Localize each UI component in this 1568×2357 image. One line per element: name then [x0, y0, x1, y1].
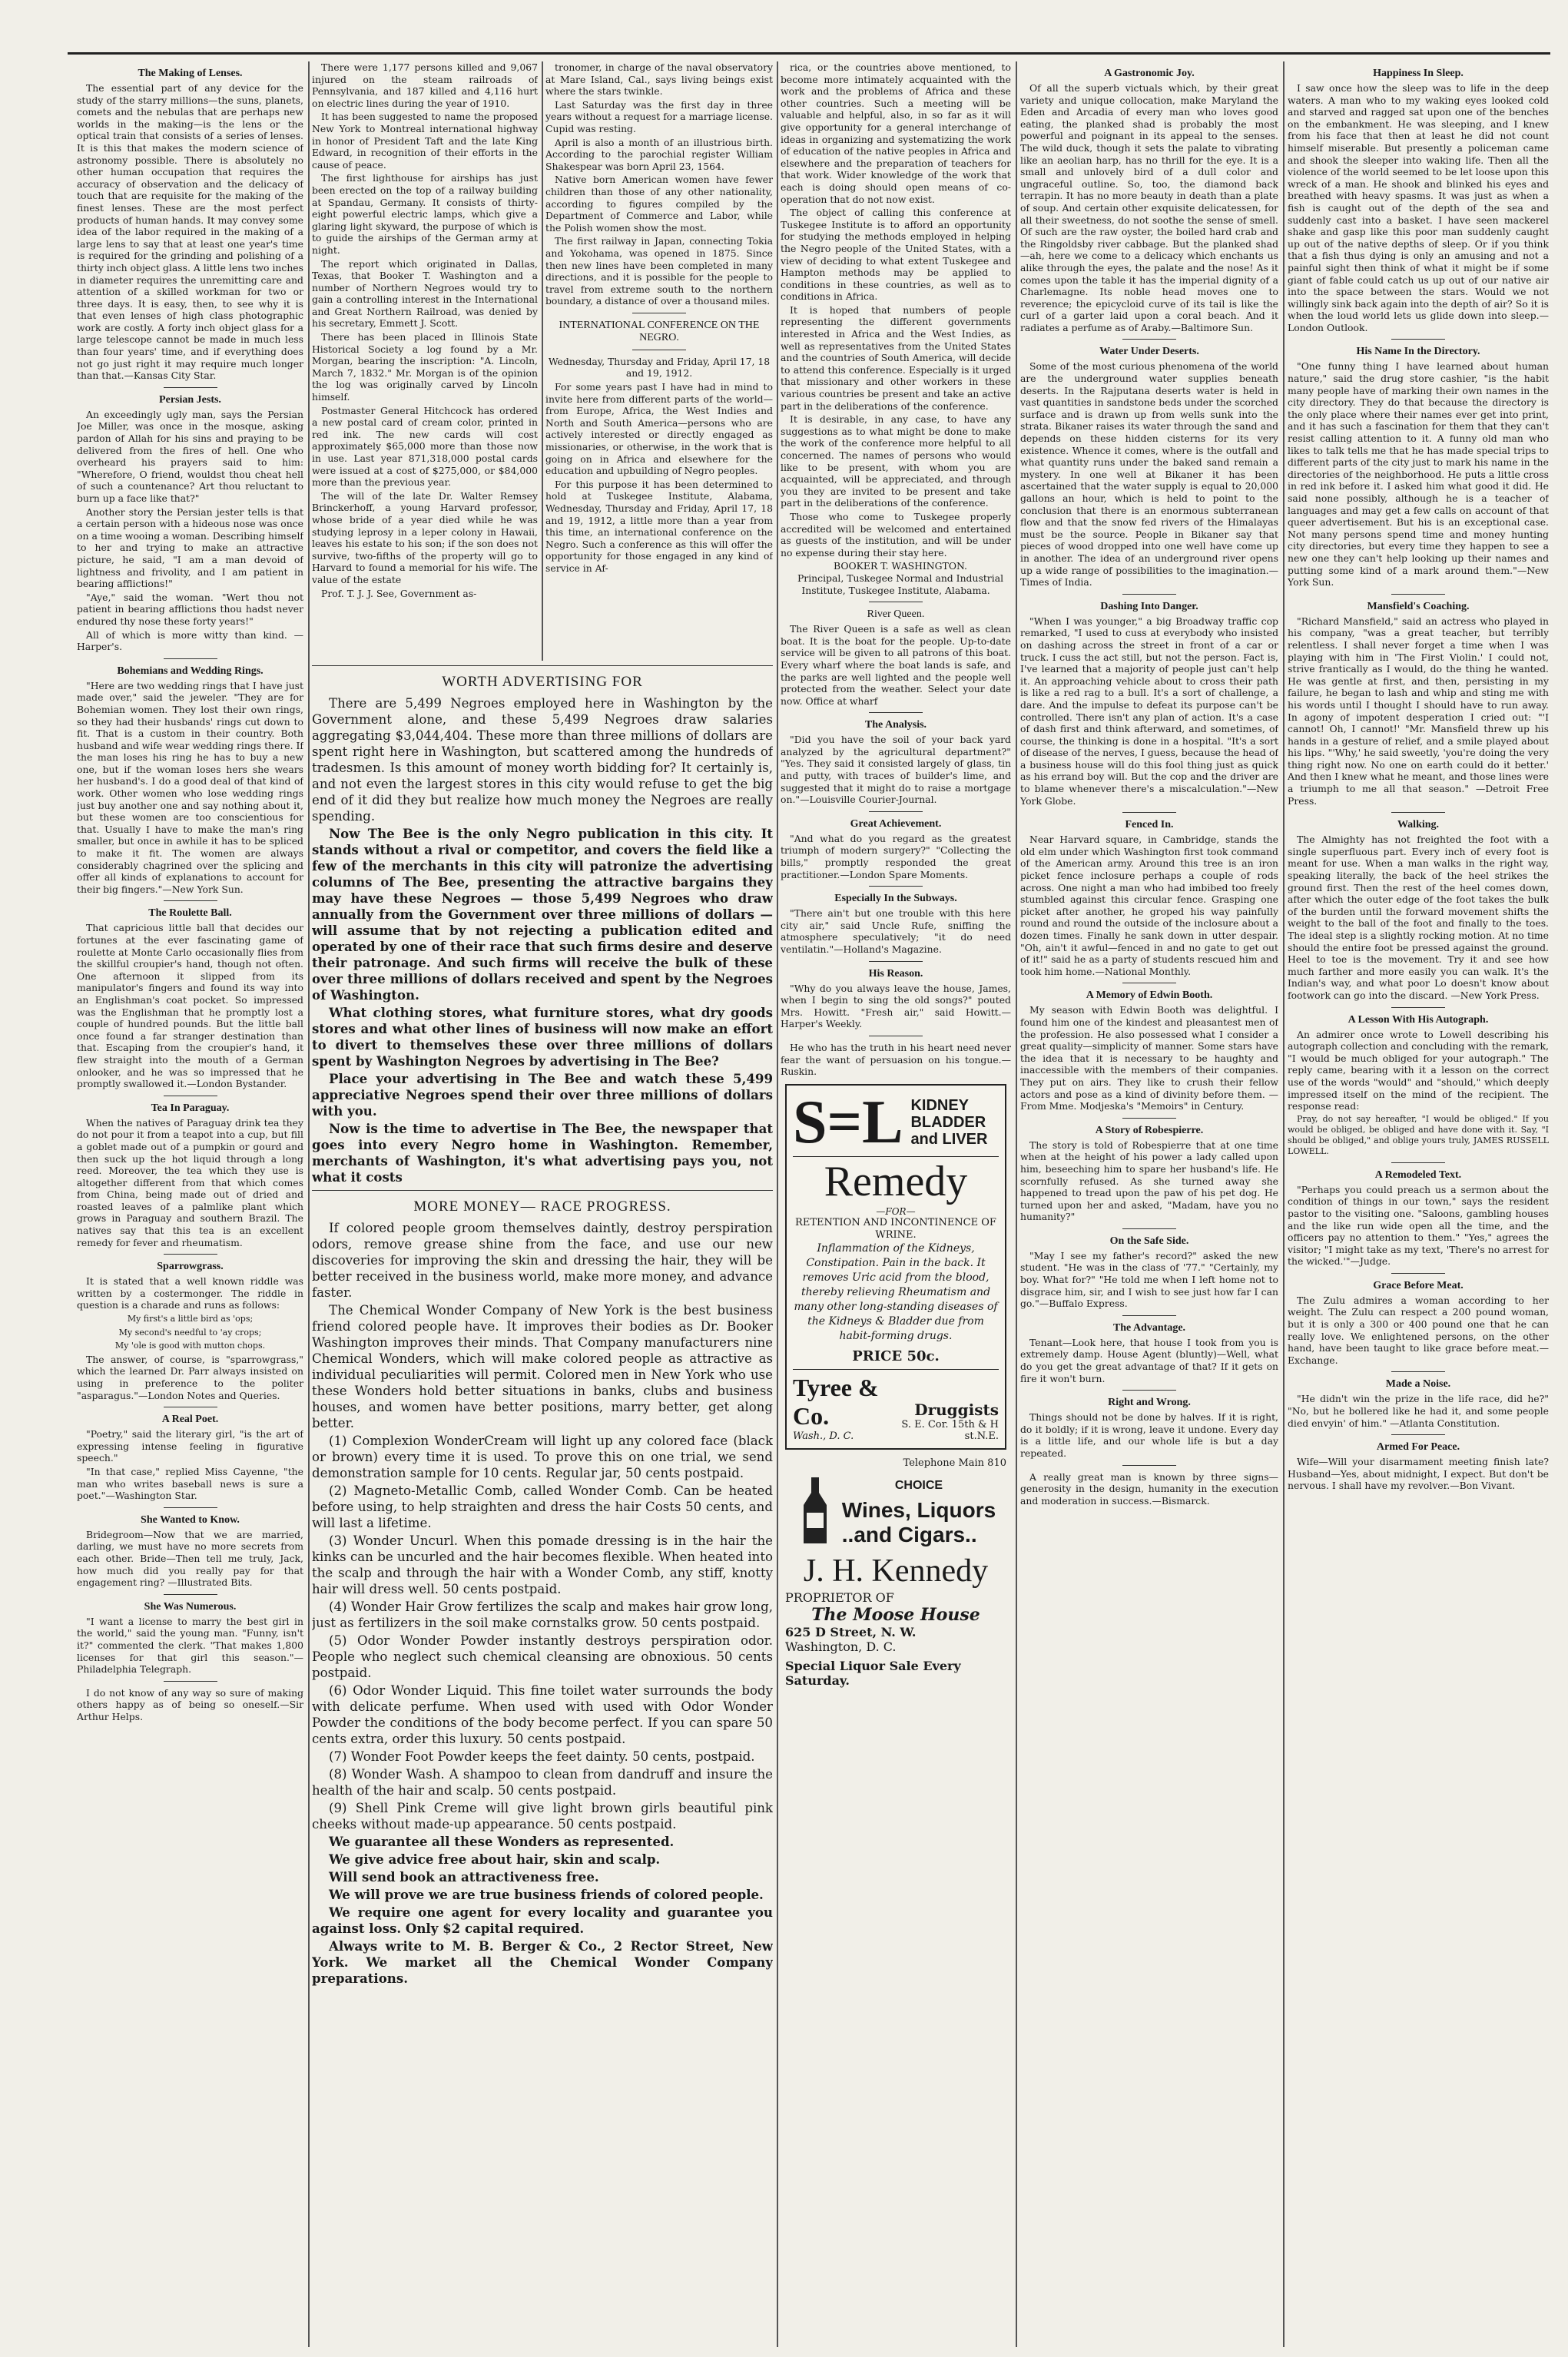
article-body: The story is told of Robespierre that at one time when at the height of his power a lady called upon him, beseeching him to spare her husband's life. He scornfully refused. As she turned away she happened to tread upon the paw of his pet dog. He turned upon her and asked, "Madam, have you no humanity?"	[1020, 1139, 1278, 1223]
news-item: April is also a month of an illustrious birth. According to the parochial register William Shakespear was born April 23, 1564.	[545, 136, 773, 172]
money-paragraph: We guarantee all these Wonders as represented.	[329, 1834, 675, 1849]
article-title: Water Under Deserts.	[1099, 346, 1199, 358]
ad-line: ..and Cigars..	[841, 1522, 977, 1546]
divider	[1391, 1007, 1445, 1008]
article-body: That capricious little ball that decides our fortunes at the ever fascinating game of roulette at Monte Carlo occasionally flies from the skillful croupier's hand, though not often. One afternoon it slipped from its manipulator's fingers and found its way into an Englishman's coat pocket. So impressed was the Englishman that he promptly lost a couple of hundred pounds. But the little ball once found a far stranger destination than that. Escaping from the croupier's hand, it flew straight into the mouth of a German onlooker, and he was so impressed that he promptly swallowed it.—London Bystander.	[77, 922, 303, 1090]
ad-line: RETENTION AND INCONTINENCE OF WRINE.	[795, 1216, 996, 1241]
divider	[1391, 1371, 1445, 1372]
money-paragraph: (8) Wonder Wash. A shampoo to clean from dandruff and insure the health of the hair and scalp. 50 cents postpaid.	[312, 1767, 773, 1798]
more-money-title: MORE MONEY— RACE PROGRESS.	[413, 1198, 671, 1215]
article-title: Dashing Into Danger.	[1100, 600, 1198, 612]
divider	[164, 900, 217, 901]
ad-line: PROPRIETOR OF	[785, 1590, 894, 1605]
article-body: "Did you have the soil of your back yard analyzed by the agricultural department?" "Yes. They said it consisted largely of glass, tin and putty, with traces of builder's lime, and suggested that it might do to raise a mortgage on."—Louisville Courier-Journal.	[781, 734, 1011, 806]
column-divider	[1016, 61, 1017, 2347]
article-title: Mansfield's Coaching.	[1367, 600, 1470, 612]
money-paragraph: (2) Magneto-Metallic Comb, called Wonder Comb. Can be heated before using, to help straighten and dress the hair Costs 50 cents, and will last a lifetime.	[312, 1483, 773, 1530]
divider	[1122, 339, 1176, 340]
column-1	[77, 61, 303, 2347]
article-title: Especially In the Subways.	[834, 893, 957, 905]
news-item: There has been placed in Illinois State Historical Society a log found by a Mr. Morgan, bearing the inscription: "A. Lincoln, March 7, 1832." Mr. Morgan is of the opinion the log was originally carved by Lincoln himself.	[312, 331, 538, 403]
article-body: "Poetry," said the literary girl, "is the art of expressing intense feeling in figurative speech."	[77, 1428, 303, 1464]
ad-city: Washington, D. C.	[785, 1639, 897, 1654]
remedy-heading: Remedy	[824, 1157, 968, 1205]
article-body: "One funny thing I have learned about human nature," said the drug store cashier, "is the habit many people have of marking their own names in the city directory. They do that because the directory is the only place where their names ever get into print, and it has such a fascination for them that they can't resist calling attention to it. A funny old man who likes to talk tells me that he has made special trips to different parts of the city just to mark his name in the directories of the neighborhood. He puts a little cross in red ink before it. I asked him what good it did. He said none possibly, although he is a teacher of languages and may get a few calls on account of that queer advertisement. But his is an exceptional case. Not many persons spend time and money hunting city directories, but every time they happen to see a new one they can't help looking up their names and putting some kind of a mark around them."—New York Sun.	[1288, 360, 1549, 588]
money-paragraph: Always write to M. B. Berger & Co., 2 Rector Street, New York. We market all the Chemical Wonder Company preparations.	[312, 1938, 773, 1986]
ad-price: PRICE 50c.	[852, 1348, 940, 1364]
sl-remedy-ad	[785, 1084, 1006, 1450]
article-body: "Aye," said the woman. "Wert thou not patient in bearing afflictions thou hadst never endured thy nose these forty years!"	[77, 591, 303, 627]
money-paragraph: If colored people groom themselves daintly, destroy perspiration odors, remove grease shine from the face, and use our new discoveries for improving the skin and dressing the hair, they will be better received in the business world, make more money, and advance faster.	[312, 1221, 773, 1300]
article-body: The object of calling this conference at Tuskegee Institute is to afford an opportunity for studying the methods employed in helping the Negro people of the United States, with a view of deciding to what extent Tuskegee and Hampton methods may be applied to conditions in these countries, as well as to conditions in Africa.	[781, 207, 1011, 303]
article-body: He who has the truth in his heart need never fear the want of persuasion on his tongue.—Ruskin.	[781, 1041, 1011, 1078]
ad-line: and LIVER	[910, 1130, 988, 1148]
divider	[1122, 1118, 1176, 1119]
article-title: The Roulette Ball.	[148, 907, 232, 920]
article-title: Sparrowgrass.	[157, 1261, 224, 1273]
news-item: Last Saturday was the first day in three years without a request for a marriage license. Cupid was resting.	[545, 98, 773, 134]
article-title: Fenced In.	[1125, 819, 1174, 831]
article-title: Happiness In Sleep.	[1373, 68, 1464, 79]
article-body: It is desirable, in any case, to have any suggestions as to what might be done to make the work of the conference more helpful to all concerned. The names of persons who would like to be present, with whom you are acquainted, will be appreciated, and through you they are invited to be present and take part in the deliberations of the conference.	[781, 413, 1011, 509]
article-body: "Here are two wedding rings that I have just made over," said the jeweler. "They are for Bohemian women. They lost their own rings, so they had their husbands' rings cut down to fit. That is a custom in their country. Both husband and wife wear wedding rings there. If the man loses his ring he has to buy a new one, but if the woman loses hers she wears her husband's. I do a good deal of that kind of work. Other women who lose wedding rings just buy another one and say nothing about it, but these women are too conscientious for that. Usually I have to make the man's ring smaller, but once in awhile it has to be spliced to make it fit. The women are always considerably chagrined over the splicing and offer all kinds of explanations to account for their big fingers."—New York Sun.	[77, 679, 303, 895]
news-item: The report which originated in Dallas, Texas, that Booker T. Washington and a number of Northern Negroes would try to gain a controlling interest in the International and Great Northern Railroad, was denied by his secretary, Emmett J. Scott.	[312, 257, 538, 330]
article-body: I saw once how the sleep was to life in the deep waters. A man who to my waking eyes looked cold and starved and ragged sat upon one of the benches on the embankment. He was sleeping, and I knew from his face that then at least he did not count himself miserable. But presently a policeman came and shook the sleeper into waking life. Then all the violence of the world seemed to be let loose upon this wreck of a man. He shook and blinked his eyes and breathed with heavy spasms. It was just as when a fish is caught out of the depth of the sea and suddenly cast into a basket. I have seen mackerel shake and gasp like this poor man suddenly caught up out of the native depths of sleep. Or if you think that a fish thus dying is only an amusing and not a painful sight then think of what it might be if some giant of fable could catch us up out of our native air into the space between the stars. Would we not willingly sink back again into the depth of air? So it is when the loud world lets us glide down into sleep.—London Outlook.	[1288, 82, 1549, 333]
money-paragraph: (1) Complexion WonderCream will light up any colored face (black or brown) every time it is used. To prove this on one trial, we send demonstration sample for 10 cents. Regular jar, 50 cents postpaid.	[312, 1434, 773, 1480]
worth-paragraph: Place your advertising in The Bee and watch these 5,499 appreciative Negroes spend their over three millions of dollars with you.	[312, 1071, 773, 1119]
divider	[164, 1681, 217, 1682]
ad-line: Druggists	[914, 1400, 999, 1419]
article-body: I do not know of any way so sure of making others happy as of being so oneself.—Sir Arthur Helps.	[77, 1686, 303, 1722]
divider	[869, 961, 923, 962]
news-item: Prof. T. J. J. See, Government as-	[321, 587, 477, 599]
money-paragraph: (6) Odor Wonder Liquid. This fine toilet water surrounds the body with delicate perfume. When used with used with Odor Wonder Powder the conditions of the body become perfect. If you can spare 50 cents extra, order this luxury. 50 cents postpaid.	[312, 1683, 773, 1746]
divider	[1122, 594, 1176, 595]
article-title: The Analysis.	[864, 719, 927, 731]
article-title: Made a Noise.	[1385, 1378, 1451, 1391]
kennedy-ad	[785, 1457, 1006, 1688]
article-body: For this purpose it has been determined to hold at Tuskegee Institute, Alabama, Wednesday, Thursday and Friday, April 17, 18 and 19, 1912, a little more than a year from this time, an international conference on the Negro. Such a conference as this will offer the opportunity for those engaged in any kind of service in Af-	[545, 478, 773, 574]
article-title: River Queen.	[867, 608, 925, 621]
article-title: His Reason.	[868, 967, 923, 980]
verse-line: My second's needful to 'ay crops;	[118, 1327, 262, 1338]
article-title: She Was Numerous.	[144, 1600, 237, 1613]
divider	[164, 387, 217, 388]
column-6	[1288, 61, 1549, 2347]
article-body: Tenant—Look here, that house I took from you is extremely damp. House Agent (bluntly)—Well, what do you get the great advantage of that? If it gets on fire it won't burn.	[1020, 1336, 1278, 1384]
ad-company: Tyree & Co.	[793, 1373, 879, 1430]
article-body: Wife—Will your disarmament meeting finish late? Husband—Yes, about midnight, I expect. But don't be nervous. I shall have my revolver.—Bon Vivant.	[1288, 1456, 1549, 1492]
news-item: The first lighthouse for airships has just been erected on the top of a railway building at Spandau, Germany. It consists of thirty-eight powerful electric lamps, which give a glaring light skyward, the purpose of which is to guide the airships of the German army at night.	[312, 172, 538, 256]
sl-logo: S=L	[793, 1088, 903, 1156]
column-divider	[542, 61, 543, 661]
signature: BOOKER T. WASHINGTON.	[834, 560, 967, 572]
article-title: Tea In Paraguay.	[151, 1102, 230, 1114]
article-body: The essential part of any device for the study of the starry millions—the suns, planets, comets and the nebulas that are perhaps new worlds in the making—is the lens or the optical train that consists of a series of lenses. It is this that makes the modern science of astronomy possible. There is absolutely no other human occupation that requires the accuracy of observation and the delicacy of touch that are requisite for the making of the finest lenses. These are the most perfect products of human hands. It may convey some idea of the labor required in the making of a large lens to say that at least one year's time is required for the grinding and polishing of a thirty inch object glass. A little lens two inches in diameter requires the unremitting care and attention of a skilled workman for two or three days. It is easy, then, to see why it is that even lenses of high class photographic work are costly. A forty inch object glass for a large telescope cannot be made in much less than four years' time, and if everything does not go just right it may require much longer than that.—Kansas City Star.	[77, 82, 303, 382]
article-title: A Memory of Edwin Booth.	[1086, 990, 1213, 1002]
divider	[1391, 1273, 1445, 1274]
news-item: It has been suggested to name the proposed New York to Montreal international highway in honor of President Taft and the late King Edward, in recognition of their efforts in the cause of peace.	[312, 111, 538, 171]
article-body: "May I see my father's record?" asked the new student. "He was in the class of '77." "Certainly, my boy. What for?" "He told me when I left home not to disgrace him, sir, and I wish to see just how far I can go."—Buffalo Express.	[1020, 1249, 1278, 1310]
article-title: Armed For Peace.	[1376, 1441, 1460, 1454]
article-title: Great Achievement.	[850, 817, 942, 830]
article-body: The Almighty has not freighted the foot with a single superfluous part. Every inch of every foot is meant for use. When a man walks in the right way, speaking literally, the back of the heel strikes the ground first. Then the rest of the heel comes down, after which the outer edge of the foot takes the bulk of the burden until the forward movement shifts the weight to the ball of the foot and finally to the toes. The ideal step is a slightly rocking motion. At no time should the entire foot be pressed against the ground. Heel to toe is the movement. Try it and see how much farther and more easily you can walk. It's the Indian's way, and what poor Lo doesn't know about footwork can go into the discard. —New York Press.	[1288, 834, 1549, 1001]
article-body: All of which is more witty than kind. —Harper's.	[77, 628, 303, 653]
article-title: A Lesson With His Autograph.	[1348, 1013, 1489, 1026]
top-rule	[68, 52, 1550, 55]
worth-paragraph: Now The Bee is the only Negro publication in this city. It stands without a rival or competitor, and covers the field like a few of the merchants in this city will patronize the advertising columns of The Bee, presenting the attractive bargains they may have these Negroes — those 5,499 Negroes who draw annually from the Government over three millions of dollars — will assume that by not rejecting a publication edited and operated by one of their race that such firms desire and deserve their patronage. And such firms will receive the bulk of these over three millions of dollars received and spent by the Negroes of Washington.	[312, 826, 773, 1003]
divider	[164, 1507, 217, 1508]
money-paragraph: We require one agent for every locality and guarantee you against loss. Only $2 capital required.	[312, 1904, 773, 1936]
money-paragraph: (5) Odor Wonder Powder instantly destroys perspiration odor. People who neglect such chemical cleansing are obnoxious. 50 cents postpaid.	[312, 1633, 773, 1680]
article-body: The answer, of course, is "sparrowgrass," which the learned Dr. Parr always insisted on using in preference to the politer "asparagus."—London Notes and Queries.	[77, 1353, 303, 1401]
money-paragraph: Will send book an attractiveness free.	[329, 1869, 599, 1885]
divider	[1391, 594, 1445, 595]
column-3	[545, 61, 773, 653]
article-body: Of all the superb victuals which, by their great variety and unique collocation, make Maryland the Eden and Arcadia of every man who loves good eating, the planked shad is probably the most powerful and poignant in its appeal to the senses. The wild duck, though it sets the palate to vibrating like an aeolian harp, has no thrill for the eye. It is a small and unlovely bird of a dull color and ungraceful outline. So, too, the diamond back terrapin. It has no more beauty in death than a plate of soup. And certain other exquisite delicatessen, for all their sweetness, do not soothe the sense of smell. Of such are the raw oyster, the boiled hard crab and the Ringoldsby river cabbage. But the planked shad—ah, here we come to a delicacy which enchants us alike through the eyes, the palate and the nose! As it comes upon the table it has the imperial dignity of a Charlemagne. Its noble head moves one to reverence; the epicycloid curve of its tail is like the curl of a garter laid upon a coral beach. And it radiates a perfume as of Araby.—Baltimore Sun.	[1020, 82, 1278, 333]
article-body: "Why do you always leave the house, James, when I begin to sing the old songs?" pouted Mrs. Howitt. "Fresh air," said Howitt.—Harper's Weekly.	[781, 982, 1011, 1030]
money-paragraph: We give advice free about hair, skin and scalp.	[329, 1851, 661, 1867]
article-body: My season with Edwin Booth was delightful. I found him one of the kindest and pleasantest men of the profession. He also possessed what I consider a great quality—simplicity of manner. Some stars have the idea that it is necessary to be haughty and inaccessible with the members of their companies. They put on airs. They like to crush their fellow actors and pose as a kind of divinity before them. —From Mme. Modjeska's "Memoirs" in Century.	[1020, 1004, 1278, 1112]
divider	[312, 1190, 773, 1191]
article-body: "He didn't win the prize in the life race, did he?" "No, but he bollered like he had it, and some people died envyin' of him." —Atlanta Constitution.	[1288, 1393, 1549, 1429]
ad-location: Wash., D. C.	[793, 1430, 854, 1442]
news-item: Postmaster General Hitchcock has ordered a new postal card of cream color, printed in red ink. The new cards will cost approximately $65,000 more than those now in use. Last year 871,318,000 postal cards were issued at a cost of $275,000, or $84,000 more than the previous year.	[312, 404, 538, 489]
article-title: A Gastronomic Joy.	[1104, 68, 1195, 79]
ad-proprietor-name: J. H. Kennedy	[803, 1553, 989, 1589]
verse-block: Pray, do not say hereafter, "I would be obliged." If you would be obliged, be obliged and have done with it. Say, "I should be obliged," and oblige yours truly, JAMES RUSSELL LOWELL.	[1288, 1113, 1549, 1156]
column-5	[1020, 61, 1278, 2347]
divider	[869, 712, 923, 713]
money-paragraph: The Chemical Wonder Company of New York is the best business friend colored people have. It improves their bodies as Dr. Booker Washington improves their minds. That Company manufacturers nine Chemical Wonders, which will make colored people as attractive as individual peculiarities will permit. Colored men in New York who use these Wonders hold better situations in banks, clubs and business houses, and women have better positions, marry better, get along better.	[312, 1303, 773, 1430]
article-title: A Remodeled Text.	[1374, 1169, 1462, 1181]
divider	[1122, 812, 1176, 813]
divider	[1122, 1315, 1176, 1316]
article-body: It is hoped that numbers of people representing the different governments interested in Africa and the West Indies, as well as representatives from the United States and the countries of South America, will decide to attend this conference. Especially is it urged that missionary and other workers in these various countries be present and take an active part in the deliberations of the conference.	[781, 303, 1011, 412]
money-paragraph: (4) Wonder Hair Grow fertilizes the scalp and makes hair grow long, just as fertilizers in the soil make cornstalks grow. 50 cents postpaid.	[312, 1600, 773, 1630]
article-title: A Story of Robespierre.	[1095, 1124, 1204, 1136]
divider	[1122, 1390, 1176, 1391]
divider	[1391, 812, 1445, 813]
divider	[164, 1594, 217, 1595]
divider	[869, 811, 923, 812]
ad-line: —FOR—	[876, 1205, 916, 1217]
article-body: The Zulu admires a woman according to her weight. The Zulu can respect a 200 pound woman, but it is only a 300 or 400 pound one that he can really love. We enlightened persons, on the other hand, have been taught to like grace before meat.—Exchange.	[1288, 1294, 1549, 1366]
news-item: The first railway in Japan, connecting Tokia and Yokohama, was opened in 1875. Since then new lines have been completed in many directions, and it is possible for the people to travel from extreme south to the northern boundary, a distance of over a thousand miles.	[545, 235, 773, 307]
article-body: "When I was younger," a big Broadway traffic cop remarked, "I used to cuss at everybody who insisted on dashing across the street in front of a car or truck. I cuss the act still, but not the person. Fact is, I've learned that a majority of people just can't help it. An approaching vehicle about to cross their path is like a red rag to a bull. It's a sort of challenge, a dare. And the impulse to defeat its purpose can't be controlled. There isn't any plan of action. It's a case of dash first and think afterward, and sometimes, of course, the thinking is done in a hospital. "It's a sort of disease of the nerves, I guess, because the head of a business house will do this fool thing just as quick as his errand boy will. But the cop and the driver are to blame whenever there's a miscalculation."—New York Globe.	[1020, 615, 1278, 807]
conference-title: INTERNATIONAL CONFERENCE ON THE NEGRO.	[559, 319, 760, 343]
worth-advertising-title: WORTH ADVERTISING FOR	[442, 674, 643, 690]
ad-establishment: The Moose House	[811, 1604, 980, 1625]
article-title: His Name In the Directory.	[1356, 346, 1480, 358]
conference-dates: Wednesday, Thursday and Friday, April 17, 18 and 19, 1912.	[548, 355, 771, 380]
ad-sale-note: Special Liquor Sale Every Saturday.	[785, 1658, 961, 1688]
money-paragraph: (3) Wonder Uncurl. When this pomade dressing is in the hair the kinks can be uncurled and the hair becomes flexible. When heated into the scalp and through the hair with a Wonder Comb, any stiff, knotty hair will dress well. 50 cents postpaid.	[312, 1533, 773, 1596]
article-title: Grace Before Meat.	[1373, 1279, 1464, 1291]
article-body: A really great man is known by three signs—generosity in the design, humanity in the execution and moderation in success.—Bismarck.	[1020, 1470, 1278, 1507]
divider	[1391, 1162, 1445, 1163]
divider	[164, 658, 217, 659]
divider	[869, 886, 923, 887]
worth-paragraph: There are 5,499 Negroes employed here in Washington by the Government alone, and these 5,499 Negroes draw salaries aggregating $3,044,404. These more than three millions of dollars are spent right here in Washington, but scattered among the hundreds of tradesmen. Is this amount of money worth bidding for? It certainly is, and not even the largest stores in this city would refuse to get the big end of it did they but realize how much money the Negroes are really spending.	[312, 696, 773, 824]
divider	[1122, 1228, 1176, 1229]
column-4	[781, 61, 1011, 2347]
ad-address: 625 D Street, N. W.	[785, 1624, 917, 1639]
signature-title: Principal, Tuskegee Normal and Industrial Institute, Tuskegee Institute, Alabama.	[797, 572, 1004, 596]
worth-paragraph: Now is the time to advertise in The Bee, the newspaper that goes into every Negro home in Washington. Remember, merchants of Washington, it's what advertising pays you, not what it costs	[312, 1121, 773, 1185]
article-body: Near Harvard square, in Cambridge, stands the old elm under which Washington first took command of the American army. Around this tree is an iron picket fence inclosure perhaps a couple of rods across. One night a man who had imbibed too freely stumbled against this circular fence. Grasping one picket after another, he groped his way painfully round and round the outside of the inclosure about a dozen times. Finally he sank down in utter despair. "Oh, ain't it awful—fenced in and no gate to get out of it!" said he as a party of students rescued him and took him home.—National Monthly.	[1020, 834, 1278, 977]
article-title: The Making of Lenses.	[138, 68, 243, 79]
article-body: Some of the most curious phenomena of the world are the underground water supplies beneath deserts. In the Rajputana deserts water is held in vast quantities in sandstone beds under the scorched surface and is drawn up from wells sunk into the strata. Bikaner raises its water through the sand and depends on these hidden cisterns for its very existence. Whence it comes, where is the outfall and what quantity runs under the baked sand remain a mystery. In one well at Bikaner it has been ascertained that the water supply is equal to 20,000 gallons an hour, which is held to point to the conclusion that there is an enormous subterranean flow and that the snow fed rivers of the Himalayas must be the source. People in Bikaner say that pieces of wood dropped into one well have come up in another. The idea of an underground river opens up a wide range of possibilities to the imagination.—Times of India.	[1020, 360, 1278, 588]
column-divider	[308, 61, 310, 2347]
article-title: On the Safe Side.	[1109, 1235, 1189, 1247]
money-paragraph: (7) Wonder Foot Powder keeps the feet dainty. 50 cents, postpaid.	[329, 1749, 755, 1764]
bottle-icon	[796, 1476, 834, 1545]
divider	[1391, 1434, 1445, 1435]
article-title: Bohemians and Wedding Rings.	[117, 665, 264, 677]
article-body: "Perhaps you could preach us a sermon about the condition of things in our town," says the resident pastor to the visiting one. "Saloons, gambling houses and the like run wide open all the time, and the officers pay no attention to them." "Yes," agrees the visitor; "I might take as my text, 'There's no arrest for the wicked.'"—Judge.	[1288, 1183, 1549, 1268]
article-body: It is stated that a well known riddle was written by a costermonger. The riddle in question is a charade and runs as follows:	[77, 1275, 303, 1311]
divider	[1391, 339, 1445, 340]
verse-line: My 'ole is good with mutton chops.	[114, 1341, 266, 1351]
news-item: There were 1,177 persons killed and 9,067 injured on the steam railroads of Pennsylvania, and 187 killed and 4,116 hurt on electric lines during the year of 1910.	[312, 61, 538, 109]
ad-body: Inflammation of the Kidneys, Constipation. Pain in the back. It removes Uric acid from the blood, thereby relieving Rheumatism and many other long-standing diseases of the Kidneys & Bladder due from habit-forming drugs.	[794, 1241, 998, 1342]
money-paragraph: We will prove we are true business friends of colored people.	[329, 1887, 764, 1902]
divider	[164, 1254, 217, 1255]
column-divider	[777, 61, 778, 2347]
ad-line: BLADDER	[910, 1113, 986, 1131]
article-title: The Advantage.	[1112, 1321, 1186, 1334]
news-item: tronomer, in charge of the naval observatory at Mare Island, Cal., says living beings exist where the stars twinkle.	[545, 61, 773, 98]
article-body: When the natives of Paraguay drink tea they do not pour it from a teapot into a cup, but fill a goblet made out of a pumpkin or gourd and then suck up the hot liquid through a long reed. Moreover, the tea which they use is altogether different from that which comes from China, being made out of dried and roasted leaves of a palmlike plant which grows in Paraguay and southern Brazil. The natives say that this tea is an excellent remedy for fever and rheumatism.	[77, 1116, 303, 1248]
article-body: An exceedingly ugly man, says the Persian Joe Miller, was once in the mosque, asking pardon of Allah for his sins and praying to be delivered from the fires of hell. One who overheard his prayers said to him: "Wherefore, O friend, wouldst thou cheat hell of such a countenance? Art thou reluctant to burn up a face like that?"	[77, 408, 303, 504]
article-body: "There ain't but one trouble with this here city air," said Uncle Rufe, sniffing the atmosphere speculatively; "it do need ventilatin."—Holland's Magazine.	[781, 907, 1011, 955]
news-item: Native born American women have fewer children than those of any other nationality, according to figures compiled by the Department of Commerce and Labor, while the Polish women show the most.	[545, 174, 773, 234]
article-body: "Richard Mansfield," said an actress who played in his company, "was a great teacher, but terribly relentless. I shall never forget a time when I was playing with him in 'The First Violin.' I could not, strive frantically as I would, do the thing he wanted. He was gentle at first, and then, persisting in my failure, he began to lash and whip and sting me with his words until I thought I should have to run away. In agony of impotent desperation I cried out: "'I cannot! Oh, I cannot!' "Mr. Mansfield threw up his hands in a gesture of relief, and a smile played about his lips. "'Why,' he said sweetly, 'you're doing the very thing right now. No one on earth could do it better.' And then I knew what he meant, and those lines were a triumph to me all that season." —Detroit Free Press.	[1288, 615, 1549, 807]
article-body: Those who come to Tuskegee properly accredited will be welcomed and entertained as guests of the institution, and will be under no expense during their stay here.	[781, 510, 1011, 559]
article-body: "I want a license to marry the best girl in the world," said the young man. "Funny, isn't it?" commented the clerk. "That makes 1,800 licenses for that girl this season."—Philadelphia Telegraph.	[77, 1615, 303, 1676]
article-title: Persian Jests.	[159, 393, 221, 406]
column-divider	[1283, 61, 1285, 2347]
article-body: "And what do you regard as the greatest triumph of modern surgery?" "Collecting the bills," promptly responded the great practitioner.—London Spare Moments.	[781, 832, 1011, 880]
verse-line: My first's a little bird as 'ops;	[127, 1314, 254, 1324]
ad-address: S. E. Cor. 15th & H st.N.E.	[901, 1418, 999, 1442]
ad-line: Wines, Liquors	[841, 1497, 996, 1522]
divider	[1122, 1465, 1176, 1466]
article-body: The River Queen is a safe as well as clean boat. It is the boat for the people. Up-to-date service will be given to all patrons of this boat. Every wharf where the boat lands is safe, and the parks are well lighted and the people well protected from the weather. Select your date now. Office at wharf	[781, 623, 1011, 707]
money-paragraph: (9) Shell Pink Creme will give light brown girls beautiful pink cheeks without made-up appearance. 50 cents postpaid.	[312, 1801, 773, 1832]
article-title: Right and Wrong.	[1108, 1397, 1191, 1409]
article-body: For some years past I have had in mind to invite here from different parts of the world—from Europe, Africa, the West Indies and North and South America—persons who are actively interested or directly engaged as missionaries, or otherwise, in the work that is going on in Africa and elsewhere for the education and upbuilding of Negro peoples.	[545, 381, 773, 477]
worth-paragraph: What clothing stores, what furniture stores, what dry goods stores and what other lines of business will now make an effort to divert to themselves these over three millions of dollars spent by Washington Negroes by advertising in The Bee?	[312, 1005, 773, 1069]
divider	[312, 665, 773, 666]
article-body: Things should not be done by halves. If it is right, do it boldly; if it is wrong, leave it undone. Every day is a little life, and our whole life is but a day repeated.	[1020, 1411, 1278, 1459]
article-body: "In that case," replied Miss Cayenne, "the man who writes baseball news is sure a poet."—Washington Star.	[77, 1465, 303, 1502]
article-title: Walking.	[1397, 819, 1440, 831]
article-body: Another story the Persian jester tells is that a certain person with a hideous nose was once on a time wooing a woman. Describing himself to her and trying to make an attractive picture, he said, "I am a man devoid of lightness and frivolity, and I am patient in bearing afflictions!"	[77, 506, 303, 590]
ad-line: KIDNEY	[910, 1096, 970, 1114]
column-2	[312, 61, 538, 653]
advertising-section	[312, 661, 773, 2347]
news-item: The will of the late Dr. Walter Remsey Brinckerhoff, a young Harvard professor, whose bride of a year died while he was studying leprosy in a leper colony in Hawaii, leaves his estate to his son; if the son does not survive, two-fifths of the property will go to Harvard to found a memorial for his wife. The value of the estate	[312, 489, 538, 585]
article-body: Bridegroom—Now that we are married, darling, we must have no more secrets from each other. Bride—Then tell me truly, Jack, how much did you really pay for that engagement ring? —Illustrated Bits.	[77, 1528, 303, 1589]
article-title: A Real Poet.	[161, 1414, 219, 1426]
article-title: She Wanted to Know.	[141, 1513, 240, 1526]
ad-phone: Telephone Main 810	[903, 1457, 1006, 1469]
article-body: An admirer once wrote to Lowell describing his autograph collection and concluding with the remark, "I would be much obliged for your autograph." The reply came, bearing with it a lesson on the correct use of the words "would" and "should," which deeply impressed itself on the mind of the recipient. The response read:	[1288, 1028, 1549, 1112]
ad-line: CHOICE	[894, 1478, 943, 1492]
article-body: rica, or the countries above mentioned, to become more intimately acquainted with the work and the problems of Africa and these other countries. Such a meeting will be valuable and helpful, also, in so far as it will give opportunity for a general interchange of ideas in organizing and systematizing the work of education of the native peoples in Africa and elsewhere and the preparation of teachers for that work. Wider knowledge of the work that each is doing should open means of co-operation that do not now exist.	[781, 61, 1011, 205]
